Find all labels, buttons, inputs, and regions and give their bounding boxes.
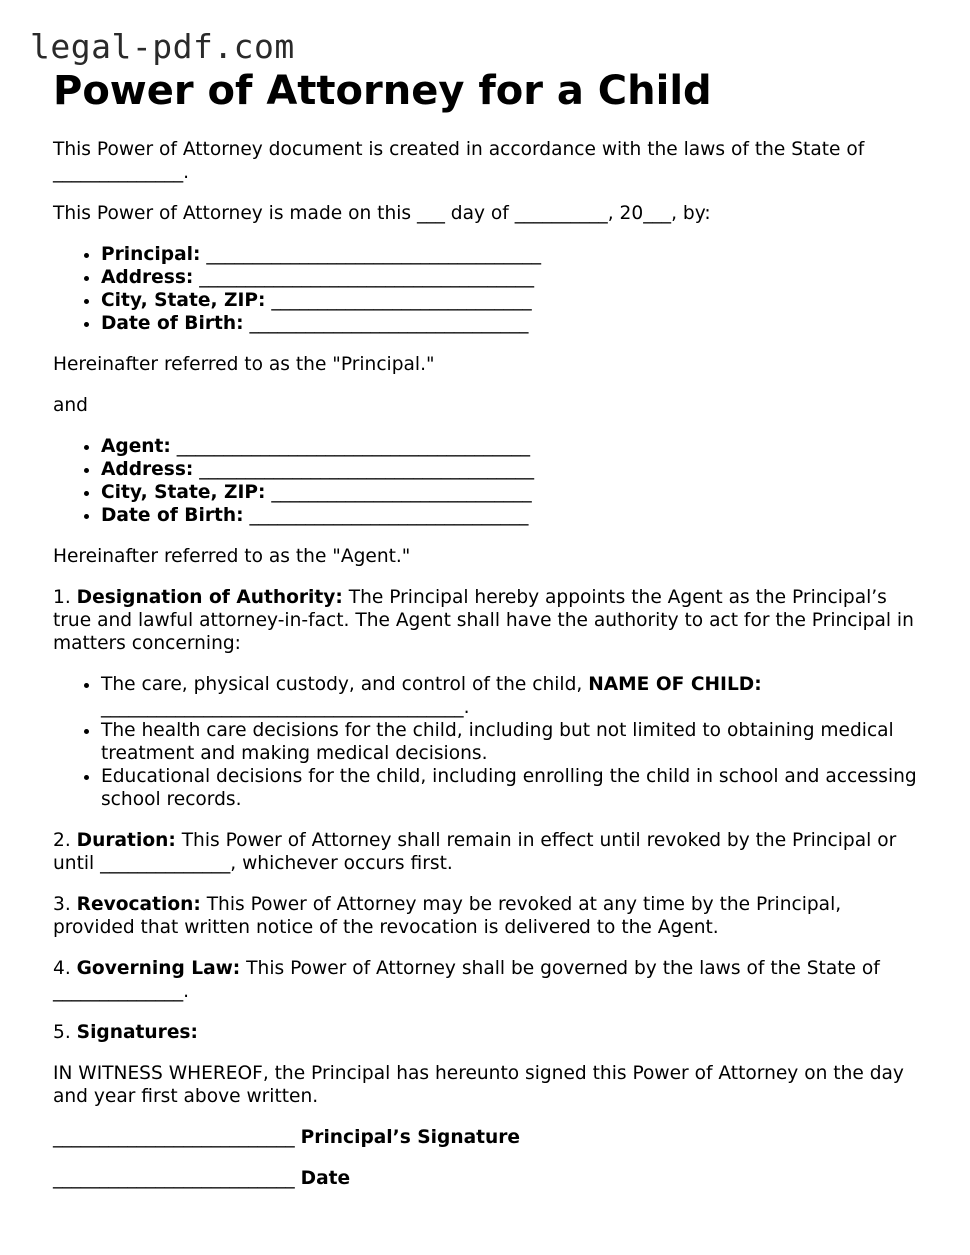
date-label: Date xyxy=(300,1168,351,1189)
list-item: • Educational decisions for the child, including enrolling the child in school and accessing school records. xyxy=(101,765,923,811)
field-blank: ____________________________ xyxy=(271,482,532,503)
list-item xyxy=(101,458,923,481)
witness-paragraph: IN WITNESS WHEREOF, the Principal has hereunto signed this Power of Attorney on the day and year first above written. xyxy=(53,1063,904,1107)
field-label: Date of Birth: xyxy=(101,313,244,334)
principal-signature-line xyxy=(53,1126,923,1149)
agent-fields-list xyxy=(53,435,923,527)
field-blank: ______________________________ xyxy=(249,505,529,526)
section-number: 2. xyxy=(53,830,71,851)
section-duration xyxy=(53,829,923,875)
list-item xyxy=(101,504,923,527)
list-item: • The health care decisions for the child, including but not limited to obtaining medical treatment and making medical decisions. xyxy=(101,719,923,765)
section-text: This Power of Attorney shall remain in effect until revoked by the Principal or until ______________, whichever occurs first. xyxy=(53,830,897,874)
section-heading: Revocation: xyxy=(76,894,201,915)
principal-reference: Hereinafter referred to as the "Principal." xyxy=(53,354,435,375)
field-blank: ______________________________ xyxy=(249,313,529,334)
field-label: Principal: xyxy=(101,244,201,265)
field-label: Date of Birth: xyxy=(101,505,244,526)
field-label: Agent: xyxy=(101,436,171,457)
list-item xyxy=(101,481,923,504)
section-designation xyxy=(53,586,923,655)
intro-state-blank: ______________. xyxy=(53,162,190,183)
field-blank: ____________________________ xyxy=(271,290,532,311)
child-name-blank: _______________________________________. xyxy=(101,697,470,718)
field-blank: ____________________________________ xyxy=(206,244,542,265)
section-heading: Signatures: xyxy=(76,1022,198,1043)
field-label: City, State, ZIP: xyxy=(101,482,266,503)
section-text: This Power of Attorney may be revoked at any time by the Principal, provided that written notice of the revocation is delivered to the Agent. xyxy=(53,894,842,938)
principal-fields-list xyxy=(53,243,923,335)
signature-blank: __________________________ xyxy=(53,1127,295,1148)
list-item xyxy=(101,289,923,312)
field-label: City, State, ZIP: xyxy=(101,290,266,311)
field-blank: ______________________________________ xyxy=(176,436,531,457)
date-blank: __________________________ xyxy=(53,1168,295,1189)
intro-paragraph xyxy=(53,138,923,184)
list-item xyxy=(101,312,923,335)
list-item xyxy=(101,435,923,458)
field-blank: ____________________________________ xyxy=(199,459,534,480)
and-text: and xyxy=(53,395,88,416)
agent-reference: Hereinafter referred to as the "Agent." xyxy=(53,546,411,567)
section-number: 4. xyxy=(53,958,71,979)
section-number: 5. xyxy=(53,1022,71,1043)
section-heading: Designation of Authority: xyxy=(76,587,343,608)
section-text: This Power of Attorney shall be governed by the laws of the State of ______________. xyxy=(53,958,880,1002)
watermark: legal-pdf.com xyxy=(30,27,295,66)
date-line xyxy=(53,1167,923,1190)
field-label: Address: xyxy=(101,267,194,288)
section-number: 3. xyxy=(53,894,71,915)
section-heading: Governing Law: xyxy=(76,958,241,979)
field-label: Address: xyxy=(101,459,194,480)
signature-label: Principal’s Signature xyxy=(300,1127,521,1148)
list-item xyxy=(101,673,923,719)
authority-list xyxy=(53,673,923,811)
authority-custody-text: The care, physical custody, and control of the child, xyxy=(101,674,583,695)
section-text: The Principal hereby appoints the Agent as the Principal’s true and lawful attorney-in-fact. The Agent shall have the authority to act for the Principal in matters concerning: xyxy=(53,587,914,654)
page-title: Power of Attorney for a Child xyxy=(53,68,712,114)
intro-text: This Power of Attorney document is created in accordance with the laws of the State of xyxy=(53,139,865,160)
list-item xyxy=(101,243,923,266)
section-heading: Duration: xyxy=(76,830,176,851)
section-governing-law xyxy=(53,957,923,1003)
child-name-label: NAME OF CHILD: xyxy=(588,674,762,695)
list-item xyxy=(101,266,923,289)
section-number: 1. xyxy=(53,587,71,608)
made-on-paragraph: This Power of Attorney is made on this ___ day of __________, 20___, by: xyxy=(53,203,711,224)
document-page xyxy=(53,68,923,1190)
section-revocation xyxy=(53,893,923,939)
field-blank: ____________________________________ xyxy=(199,267,534,288)
section-signatures xyxy=(53,1021,923,1044)
